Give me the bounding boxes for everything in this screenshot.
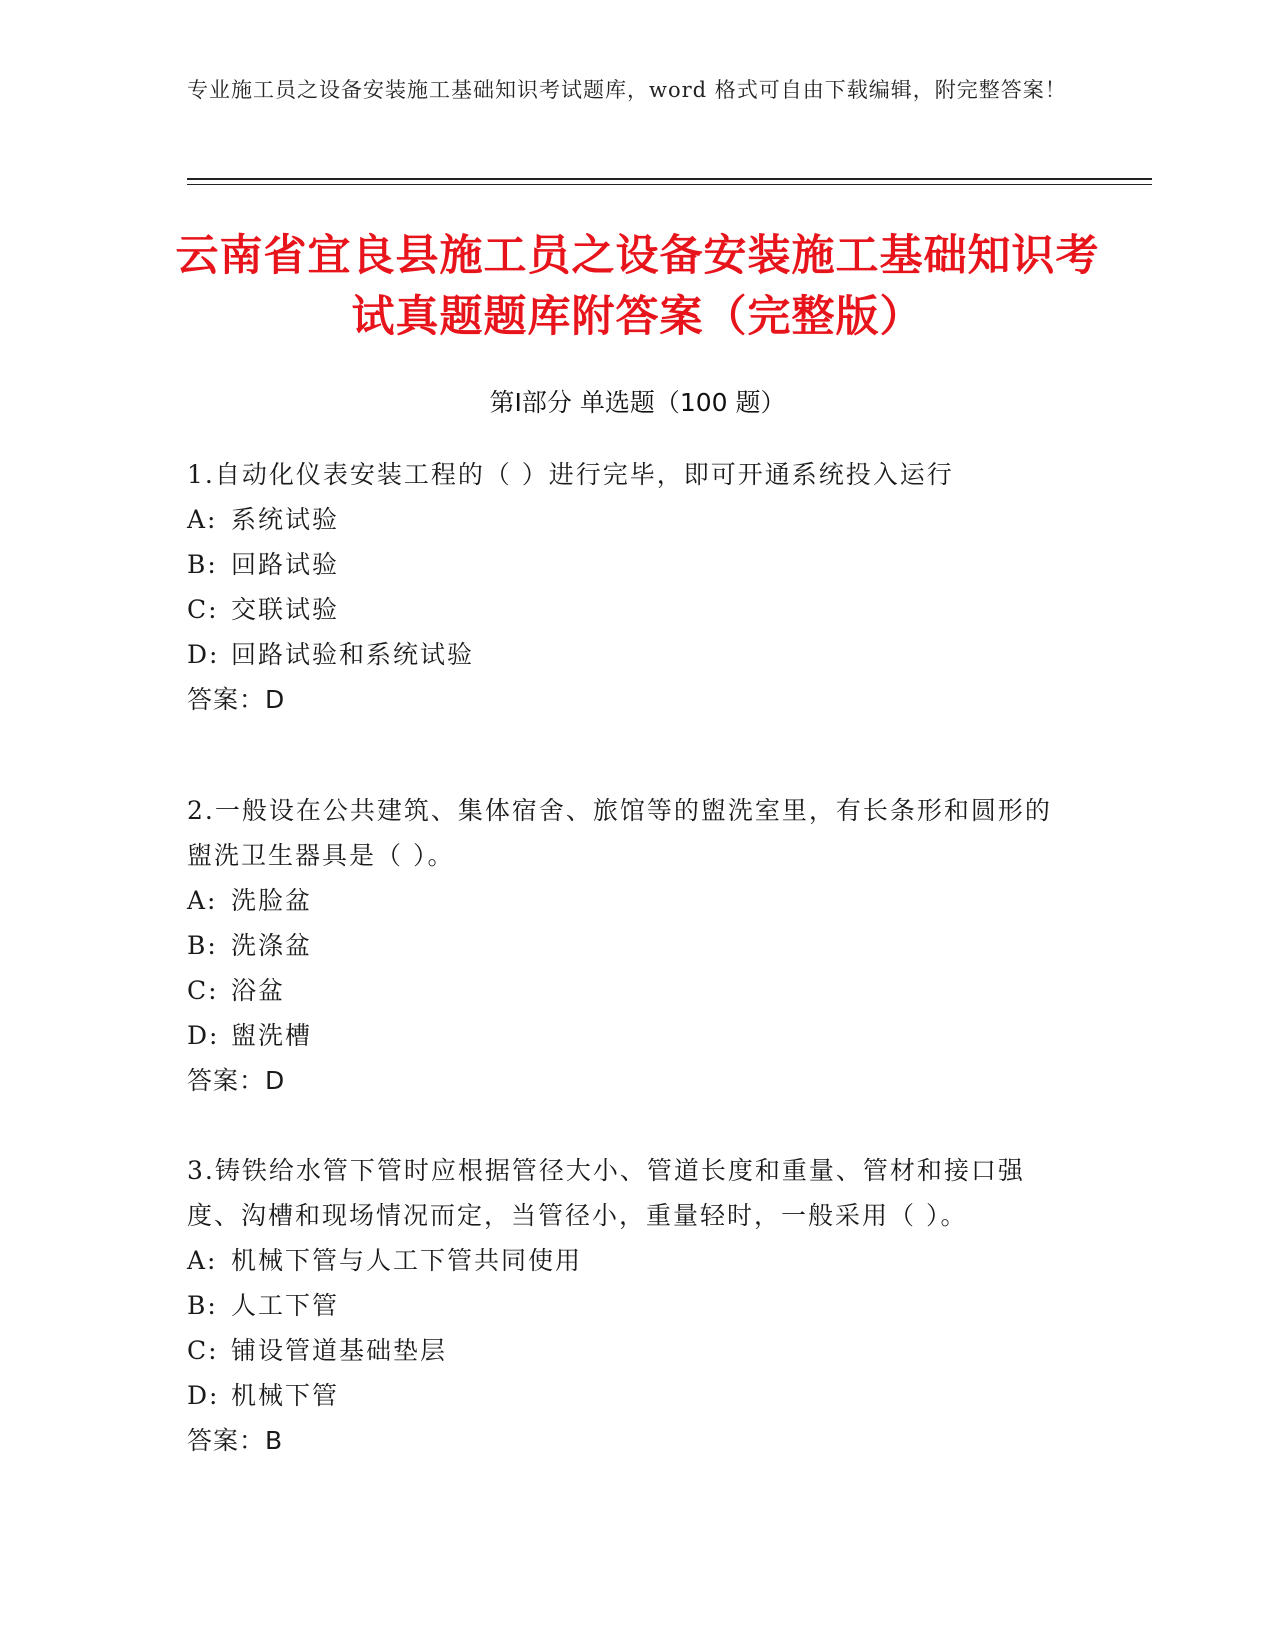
option-c: [187, 1328, 1067, 1373]
option-letter: B:: [187, 550, 218, 579]
option-d: [187, 1373, 1067, 1418]
option-letter: A:: [187, 886, 218, 915]
option-letter: A:: [187, 1246, 218, 1275]
question-stem: 2.一般设在公共建筑、集体宿舍、旅馆等的盥洗室里，有长条形和圆形的盥洗卫生器具是（ ）。: [187, 796, 1052, 870]
question-1: [187, 452, 1067, 722]
option-text: 盥洗槽: [231, 1021, 313, 1050]
option-c: [187, 587, 1067, 632]
option-text: 回路试验: [231, 550, 340, 579]
option-b: [187, 1283, 1067, 1328]
question-3: [187, 1148, 1067, 1463]
option-text: 洗脸盆: [231, 886, 313, 915]
header-divider-thin: [187, 184, 1152, 185]
option-text: 机械下管与人工下管共同使用: [231, 1246, 583, 1275]
option-a: [187, 497, 1067, 542]
option-text: 浴盆: [231, 976, 286, 1005]
option-text: 人工下管: [231, 1291, 340, 1320]
option-text: 回路试验和系统试验: [231, 640, 475, 669]
question-2: [187, 788, 1067, 1103]
option-letter: C:: [187, 976, 219, 1005]
header-divider-thick: [187, 178, 1152, 180]
option-c: [187, 968, 1067, 1013]
question-stem: 3.铸铁给水管下管时应根据管径大小、管道长度和重量、管材和接口强度、沟槽和现场情况而定，当管径小，重量轻时，一般采用（ ）。: [187, 1156, 1025, 1230]
option-text: 机械下管: [231, 1381, 340, 1410]
question-stem: 1.自动化仪表安装工程的（ ）进行完毕，即可开通系统投入运行: [187, 460, 954, 489]
option-letter: D:: [187, 1021, 220, 1050]
section-title: 第Ⅰ部分 单选题（100 题）: [489, 388, 786, 417]
option-letter: C:: [187, 1336, 219, 1365]
option-text: 交联试验: [231, 595, 340, 624]
option-letter: C:: [187, 595, 219, 624]
option-text: 洗涤盆: [231, 931, 313, 960]
option-letter: A:: [187, 505, 218, 534]
option-letter: D:: [187, 1381, 220, 1410]
option-letter: D:: [187, 640, 220, 669]
option-a: [187, 878, 1067, 923]
option-b: [187, 542, 1067, 587]
option-d: [187, 632, 1067, 677]
header-note: 专业施工员之设备安装施工基础知识考试题库，word 格式可自由下载编辑，附完整答案！: [187, 78, 1067, 102]
document-title: 云南省宜良县施工员之设备安装施工基础知识考试真题题库附答案（完整版）: [175, 231, 1100, 342]
option-text: 系统试验: [231, 505, 340, 534]
option-letter: B:: [187, 931, 218, 960]
option-letter: B:: [187, 1291, 218, 1320]
option-b: [187, 923, 1067, 968]
option-d: [187, 1013, 1067, 1058]
option-text: 铺设管道基础垫层: [231, 1336, 448, 1365]
option-a: [187, 1238, 1067, 1283]
answer-line: 答案：D: [187, 685, 286, 714]
answer-line: 答案：D: [187, 1066, 286, 1095]
answer-line: 答案：B: [187, 1426, 284, 1455]
